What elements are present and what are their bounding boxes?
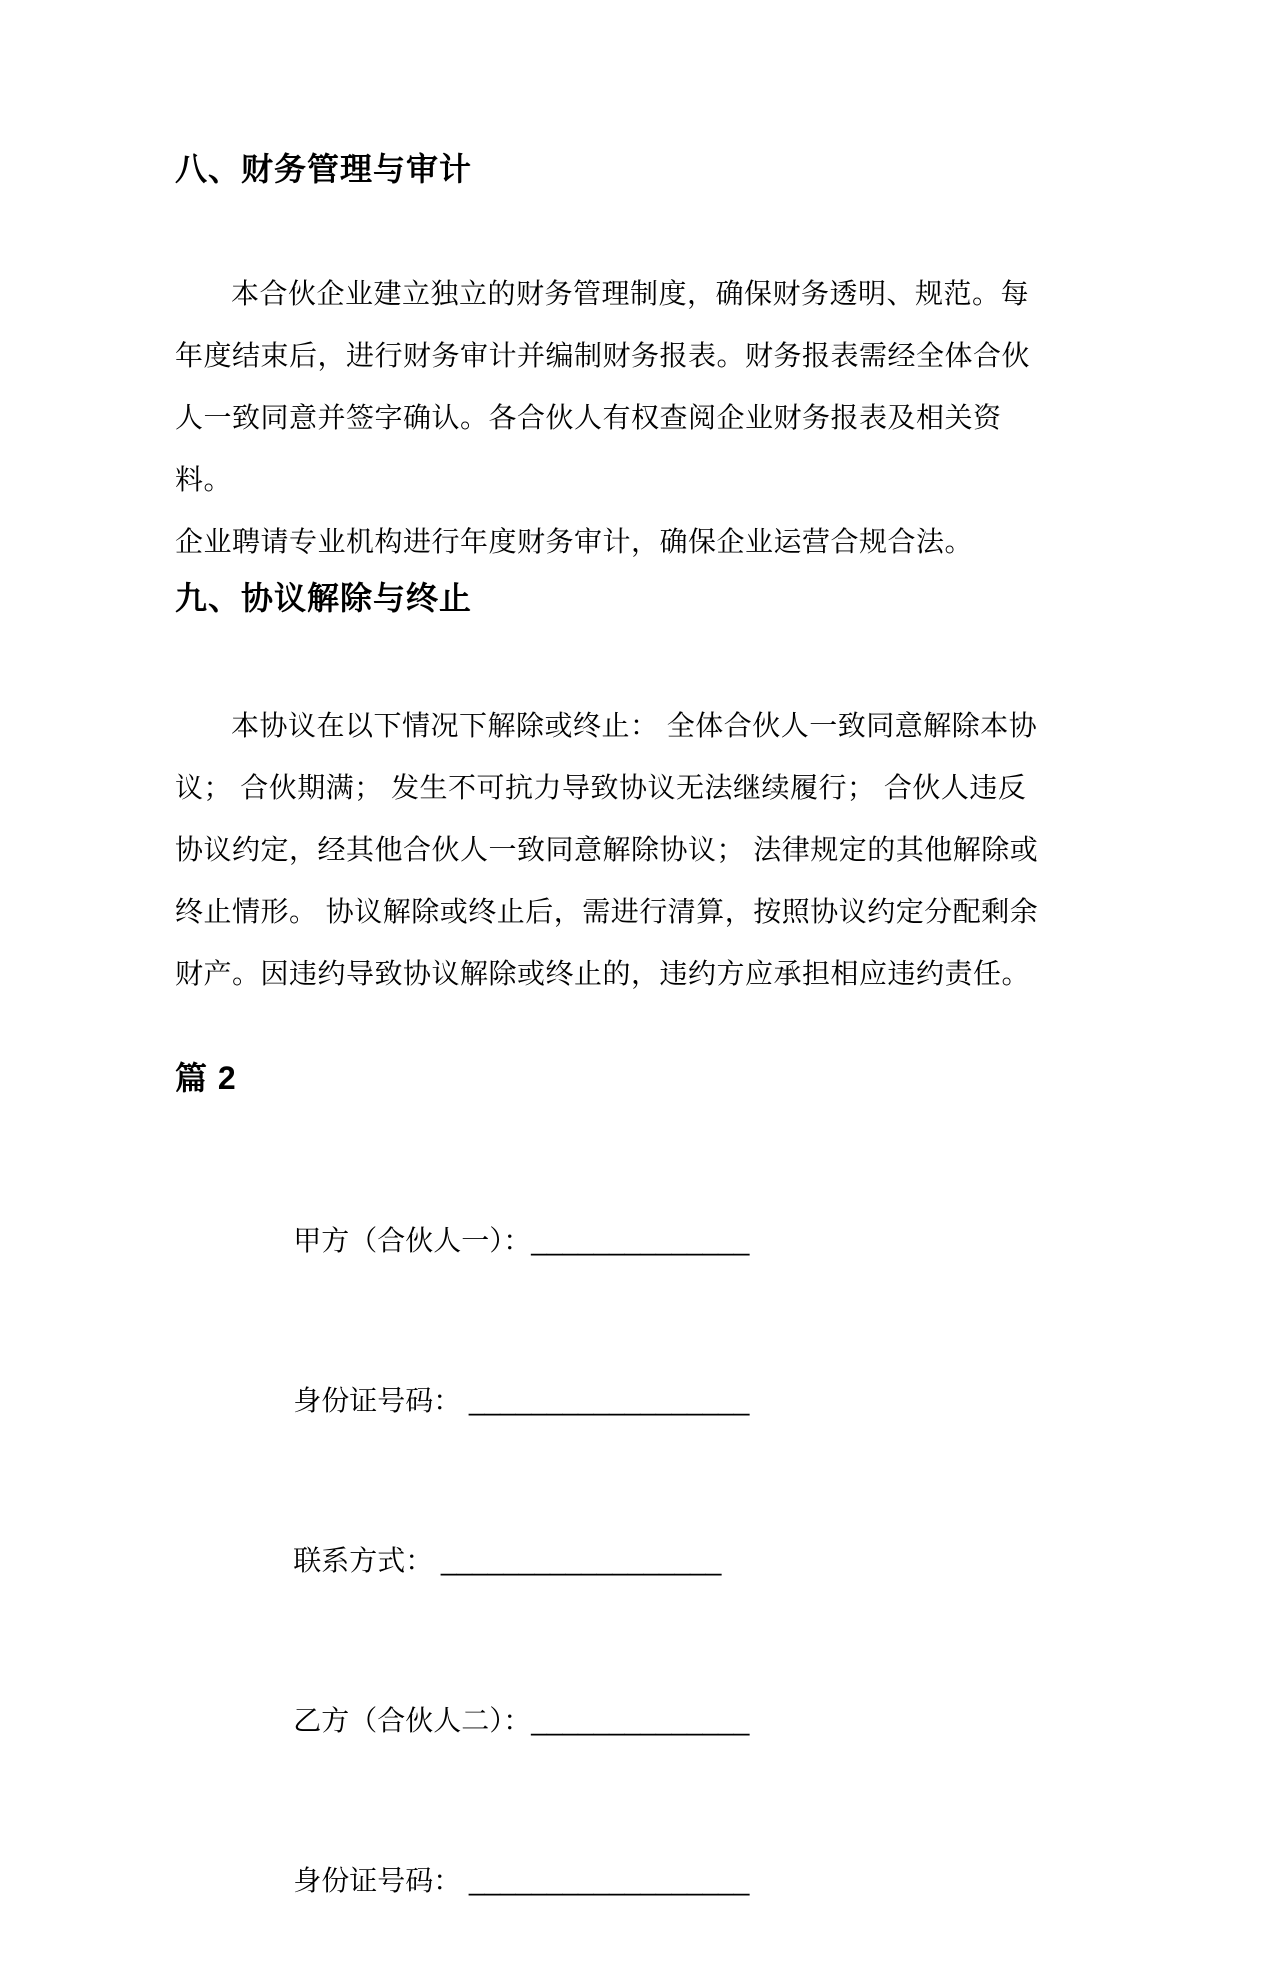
form-label: 甲方（合伙人一）： xyxy=(293,1225,532,1256)
document-content xyxy=(175,0,1057,1981)
text-line: 企业聘请专业机构进行年度财务审计，确保企业运营合规合法。 xyxy=(175,526,974,557)
form-label: 身份证号码： xyxy=(293,1865,470,1896)
blank-line: ______________ xyxy=(531,1225,750,1256)
form-row-party-a-contact xyxy=(175,1501,1057,1621)
text-line: 人一致同意并签字确认。各合伙人有权查阅企业财务报表及相关资料。 xyxy=(175,402,1002,495)
blank-line: __________________ xyxy=(469,1865,750,1896)
form-label: 联系方式： xyxy=(293,1545,442,1576)
blank-line: ______________ xyxy=(531,1705,750,1736)
form-row-party-a xyxy=(175,1181,1057,1301)
form-row-party-b-id xyxy=(175,1821,1057,1941)
part-heading-2: 篇 2 xyxy=(175,1060,237,1096)
form-row-party-a-id xyxy=(175,1341,1057,1461)
blank-line: __________________ xyxy=(469,1385,750,1416)
form-row-party-b xyxy=(175,1661,1057,1781)
text-line: 终止情形。 协议解除或终止后，需进行清算，按照协议约定分配剩余 xyxy=(175,896,1039,927)
party-info-form xyxy=(175,1181,1057,1941)
text-line: 协议约定，经其他合伙人一致同意解除协议； 法律规定的其他解除或 xyxy=(175,834,1039,865)
form-label: 乙方（合伙人二）： xyxy=(293,1705,532,1736)
text-line: 议； 合伙期满； 发生不可抗力导致协议无法继续履行； 合伙人违反 xyxy=(175,772,1027,803)
section-heading-8-finance-audit: 八、财务管理与审计 xyxy=(175,151,473,187)
blank-line: __________________ xyxy=(441,1545,722,1576)
text-line: 年度结束后，进行财务审计并编制财务报表。财务报表需经全体合伙 xyxy=(175,340,1031,371)
form-label: 身份证号码： xyxy=(293,1385,470,1416)
paragraph-termination xyxy=(175,695,1057,1005)
text-line: 财产。因违约导致协议解除或终止的，违约方应承担相应违约责任。 xyxy=(175,958,1031,989)
text-line: 本协议在以下情况下解除或终止： 全体合伙人一致同意解除本协 xyxy=(231,710,1038,741)
paragraph-finance-audit xyxy=(175,263,1057,573)
text-line: 本合伙企业建立独立的财务管理制度，确保财务透明、规范。每 xyxy=(231,278,1030,309)
section-heading-9-termination: 九、协议解除与终止 xyxy=(175,580,473,616)
